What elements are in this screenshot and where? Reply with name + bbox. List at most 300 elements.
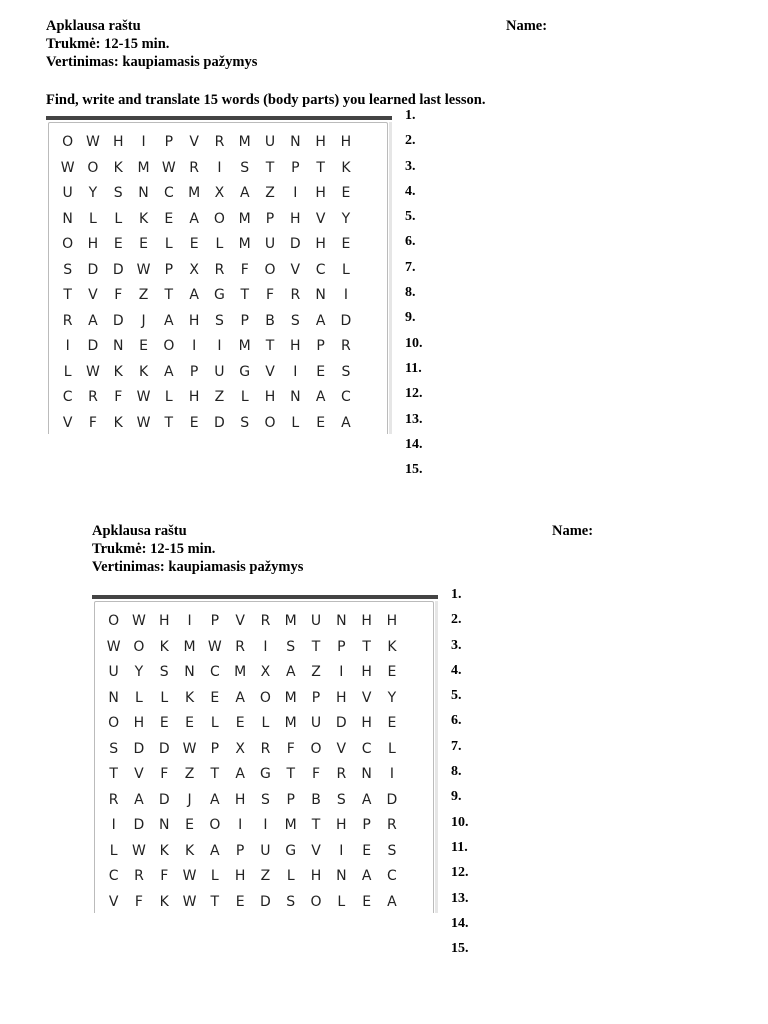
grid-letter: B: [311, 791, 321, 808]
grid-letter: H: [310, 868, 322, 884]
grid-letter: C: [62, 389, 73, 405]
grid-letter: H: [315, 236, 326, 252]
grid-letter: M: [284, 715, 297, 731]
grid-letter: D: [260, 893, 271, 910]
grid-letter: N: [62, 210, 73, 227]
answer-list: [405, 107, 423, 486]
grid-letter: P: [189, 363, 199, 380]
grid-letter: I: [389, 766, 394, 782]
answer-number: 2.: [451, 612, 462, 628]
grid-letter: E: [362, 893, 372, 910]
grid-letter: D: [87, 261, 99, 278]
grid-letter: U: [62, 185, 73, 201]
grid-letter: C: [361, 740, 372, 757]
grid-letter: F: [311, 766, 321, 782]
grid-letter: P: [265, 210, 275, 227]
grid-letter: S: [341, 363, 351, 380]
grid-letter: N: [184, 664, 195, 680]
grid-letter: F: [88, 414, 97, 431]
grid-letter: M: [238, 338, 251, 354]
grid-letter: E: [387, 664, 397, 680]
grid-letter: P: [362, 817, 371, 833]
grid-letter: H: [188, 312, 200, 329]
grid-letter: E: [387, 715, 397, 731]
grid-letter: T: [164, 414, 174, 431]
grid-letter: H: [290, 338, 301, 354]
grid-letter: V: [290, 261, 301, 278]
grid-letter: E: [235, 715, 245, 731]
grid-letter: G: [260, 766, 271, 782]
grid-letter: A: [285, 664, 296, 680]
grid-letter: S: [159, 664, 169, 680]
grid-letter: Z: [265, 185, 275, 201]
grid-letter: D: [158, 740, 170, 757]
grid-letter: D: [158, 791, 170, 808]
grid-letter: S: [286, 893, 296, 910]
grid-letter: V: [88, 287, 98, 303]
grid-letter: R: [88, 389, 98, 405]
instruction-text: Find, write and translate 15 words (body parts) you learned last lesson.: [46, 92, 486, 108]
grid-letter: R: [62, 312, 73, 329]
grid-letter: H: [112, 134, 124, 150]
grid-letter: M: [238, 134, 251, 150]
quiz-title: Apklausa raštu: [92, 523, 187, 539]
grid-letter: S: [286, 638, 296, 655]
grid-letter: A: [189, 210, 199, 227]
grid-letter: L: [164, 236, 173, 252]
quiz-header: [92, 522, 597, 576]
grid-letter: H: [188, 389, 200, 405]
grid-letter: T: [240, 287, 249, 303]
grid-letter: L: [164, 389, 173, 405]
grid-letter: R: [235, 638, 245, 655]
grid-letter: E: [139, 338, 148, 354]
grid-letter: V: [235, 613, 245, 629]
word-search-box: [46, 116, 392, 434]
grid-letter: A: [235, 689, 245, 706]
grid-letter: E: [341, 236, 351, 252]
grid-letter: F: [160, 766, 169, 782]
grid-letter: F: [114, 389, 123, 405]
word-search-grid: [101, 609, 405, 915]
grid-letter: Y: [134, 664, 144, 680]
grid-letter: L: [210, 715, 219, 731]
grid-letter: O: [62, 236, 74, 252]
quiz-section-2: [92, 522, 597, 957]
grid-letter: L: [291, 414, 300, 431]
grid-letter: N: [290, 389, 301, 405]
grid-letter: U: [264, 134, 276, 150]
grid-letter: W: [182, 893, 197, 910]
grid-letter: K: [184, 689, 195, 706]
grid-letter: A: [235, 766, 245, 782]
grid-letter: R: [387, 817, 397, 833]
answer-number: 15.: [451, 941, 469, 957]
grid-letter: N: [113, 338, 124, 354]
grid-letter: I: [141, 134, 146, 150]
grid-letter: D: [87, 338, 99, 354]
grid-letter: O: [163, 338, 175, 354]
answer-number: 14.: [405, 436, 423, 452]
grid-letter: W: [161, 159, 176, 176]
answer-number: 12.: [405, 386, 423, 402]
grid-letter: W: [86, 363, 100, 380]
answer-number: 14.: [451, 915, 469, 931]
grid-letter: R: [260, 613, 271, 629]
grid-letter: H: [361, 664, 372, 680]
grid-letter: A: [210, 791, 220, 808]
grid-letter: L: [388, 740, 396, 757]
grid-letter: I: [293, 185, 298, 201]
grid-letter: F: [265, 287, 275, 303]
name-label: Name:: [552, 523, 594, 539]
grid-letter: L: [135, 689, 143, 706]
grid-letter: S: [214, 312, 224, 329]
answer-number: 3.: [405, 158, 416, 174]
grading-text: Vertinimas: kaupiamasis pažymys: [46, 54, 258, 70]
word-search-shadow: [435, 601, 438, 913]
grid-letter: V: [311, 842, 321, 859]
grid-letter: W: [132, 842, 146, 859]
grid-letter: V: [265, 363, 275, 380]
grid-letter: H: [133, 715, 145, 731]
grid-letter: W: [182, 868, 197, 884]
grid-letter: O: [264, 414, 276, 431]
grid-letter: L: [261, 715, 270, 731]
grid-letter: C: [387, 868, 397, 884]
grid-letter: E: [139, 236, 148, 252]
grid-letter: S: [290, 312, 300, 329]
grid-letter: Z: [214, 389, 225, 405]
grid-letter: K: [113, 363, 123, 380]
grid-letter: Z: [138, 287, 149, 303]
grid-letter: T: [311, 817, 321, 833]
grid-letter: D: [386, 791, 398, 808]
grid-letter: E: [189, 414, 199, 431]
grid-letter: H: [340, 134, 352, 150]
grid-letter: L: [63, 363, 72, 380]
grading-text: Vertinimas: kaupiamasis pažymys: [92, 559, 304, 575]
grid-letter: H: [290, 210, 301, 227]
grid-letter: V: [108, 893, 119, 910]
grid-letter: T: [316, 159, 325, 176]
grid-letter: X: [260, 664, 271, 680]
grid-letter: S: [63, 261, 73, 278]
grid-letter: E: [235, 893, 245, 910]
grid-letter: A: [189, 287, 199, 303]
grid-letter: M: [183, 638, 196, 655]
grid-letter: N: [108, 689, 119, 706]
grid-letter: T: [210, 893, 220, 910]
grid-letter: S: [109, 740, 119, 757]
answer-number: 8.: [451, 764, 462, 780]
grid-letter: H: [336, 817, 347, 833]
grid-letter: N: [315, 287, 326, 303]
grid-letter: E: [185, 715, 194, 731]
grid-letter: A: [88, 312, 98, 329]
grid-letter: I: [65, 338, 70, 354]
grid-letter: H: [234, 791, 246, 808]
answer-list: [451, 586, 469, 965]
grid-letter: L: [210, 868, 219, 884]
grid-letter: I: [339, 664, 344, 680]
grid-letter: O: [209, 817, 221, 833]
grid-letter: W: [106, 638, 121, 655]
answer-number: 6.: [405, 234, 416, 250]
grid-letter: E: [316, 363, 326, 380]
grid-letter: K: [341, 159, 351, 176]
grid-letter: X: [214, 185, 225, 201]
grid-letter: W: [136, 261, 151, 278]
grid-letter: V: [62, 414, 73, 431]
grid-letter: O: [108, 715, 120, 731]
grid-letter: N: [336, 613, 347, 629]
grid-letter: K: [113, 414, 123, 431]
grid-letter: K: [184, 842, 195, 859]
grid-letter: I: [263, 817, 268, 833]
answer-number: 5.: [405, 209, 416, 225]
grid-letter: R: [290, 287, 301, 303]
grid-letter: P: [235, 842, 245, 859]
grid-letter: I: [339, 842, 344, 859]
grid-letter: M: [238, 236, 251, 252]
grid-letter: T: [164, 287, 174, 303]
grid-letter: G: [239, 363, 251, 380]
grid-letter: P: [337, 638, 346, 655]
grid-letter: L: [240, 389, 249, 405]
answer-number: 12.: [451, 865, 469, 881]
grid-letter: S: [240, 414, 250, 431]
answer-number: 10.: [451, 814, 469, 830]
grid-letter: E: [341, 185, 351, 201]
grid-letter: D: [133, 740, 145, 757]
grid-letter: A: [164, 363, 174, 380]
grid-letter: M: [188, 185, 201, 201]
answer-number: 7.: [451, 738, 462, 754]
grid-letter: H: [336, 689, 347, 706]
grid-letter: N: [290, 134, 301, 150]
grid-letter: I: [217, 159, 222, 176]
grid-letter: P: [210, 740, 220, 757]
grid-letter: E: [159, 715, 169, 731]
answer-number: 5.: [451, 688, 462, 704]
grid-letter: D: [112, 312, 124, 329]
grid-letter: K: [138, 210, 149, 227]
grid-letter: M: [234, 664, 247, 680]
answer-number: 1.: [405, 108, 416, 123]
grid-letter: I: [293, 363, 298, 380]
grid-letter: Z: [184, 766, 195, 782]
grid-letter: G: [214, 287, 225, 303]
grid-letter: W: [207, 638, 222, 655]
grid-letter: Z: [260, 868, 271, 884]
grid-letter: O: [310, 893, 322, 910]
grid-letter: C: [108, 868, 119, 884]
answer-number: 8.: [405, 285, 416, 301]
grid-letter: F: [160, 868, 169, 884]
grid-letter: A: [361, 791, 372, 808]
grid-letter: I: [238, 817, 243, 833]
grid-letter: Y: [387, 689, 397, 706]
grid-letter: D: [214, 414, 225, 431]
grid-letter: E: [316, 414, 326, 431]
grid-letter: O: [310, 740, 322, 757]
grid-letter: R: [134, 868, 144, 884]
grid-letter: H: [264, 389, 276, 405]
word-search-shadow: [389, 122, 392, 434]
answer-number: 13.: [405, 411, 423, 427]
grid-letter: A: [341, 414, 351, 431]
grid-letter: R: [108, 791, 119, 808]
grid-letter: W: [60, 159, 75, 176]
answer-number: 11.: [405, 360, 422, 376]
grid-letter: Y: [341, 210, 351, 227]
grid-letter: R: [260, 740, 271, 757]
grid-letter: U: [214, 363, 225, 380]
grid-letter: T: [63, 287, 72, 303]
grid-letter: C: [315, 261, 326, 278]
grid-letter: O: [213, 210, 225, 227]
grid-letter: W: [86, 134, 100, 150]
word-search-grid: [55, 130, 359, 436]
grid-letter: L: [109, 842, 118, 859]
grid-letter: N: [336, 868, 347, 884]
grid-letter: P: [210, 613, 220, 629]
grid-letter: P: [316, 338, 325, 354]
word-search-box: [92, 595, 438, 913]
grid-letter: C: [209, 664, 220, 680]
grid-letter: K: [159, 638, 169, 655]
grid-letter: L: [160, 689, 169, 706]
quiz-section-1: [46, 17, 551, 478]
grid-letter: O: [87, 159, 99, 176]
grid-letter: I: [187, 613, 192, 629]
grid-letter: O: [259, 689, 271, 706]
grid-letter: D: [340, 312, 352, 329]
grid-letter: L: [89, 210, 97, 227]
answer-number: 3.: [451, 637, 462, 653]
answer-number: 1.: [451, 587, 462, 602]
puzzle-area: [46, 108, 551, 478]
grid-letter: W: [136, 414, 151, 431]
grid-letter: Z: [311, 664, 321, 680]
grid-letter: P: [311, 689, 321, 706]
answer-number: 6.: [451, 713, 462, 729]
grid-letter: V: [315, 210, 326, 227]
grid-letter: H: [361, 715, 372, 731]
grid-letter: O: [108, 613, 120, 629]
grid-letter: E: [113, 236, 123, 252]
grid-letter: W: [136, 389, 151, 405]
grid-letter: U: [264, 236, 276, 252]
grid-letter: U: [260, 842, 271, 859]
grid-letter: T: [362, 638, 371, 655]
grid-letter: M: [137, 159, 150, 176]
grid-letter: H: [315, 134, 326, 150]
grid-letter: O: [133, 638, 145, 655]
grid-letter: H: [87, 236, 99, 252]
grid-letter: M: [284, 689, 297, 706]
quiz-header: [46, 17, 551, 71]
grid-letter: E: [164, 210, 174, 227]
grid-letter: I: [192, 338, 197, 354]
grid-letter: V: [134, 766, 144, 782]
grid-letter: E: [185, 817, 194, 833]
grid-letter: U: [310, 715, 322, 731]
grid-letter: U: [310, 613, 322, 629]
grid-letter: A: [361, 868, 372, 884]
grid-letter: P: [286, 791, 295, 808]
answer-number: 2.: [405, 133, 416, 149]
grid-letter: E: [189, 236, 199, 252]
quiz-title: Apklausa raštu: [46, 18, 141, 34]
grid-letter: A: [210, 842, 220, 859]
grid-letter: A: [239, 185, 250, 201]
grid-letter: R: [214, 134, 225, 150]
grid-letter: A: [164, 312, 174, 329]
grid-letter: P: [240, 312, 249, 329]
answer-number: 10.: [405, 335, 423, 351]
grid-letter: M: [284, 817, 297, 833]
grid-letter: I: [263, 638, 268, 655]
grid-letter: U: [108, 664, 119, 680]
grid-letter: N: [138, 185, 149, 201]
grid-letter: C: [341, 389, 351, 405]
answer-number: 4.: [405, 183, 416, 199]
grid-letter: H: [234, 868, 246, 884]
grid-letter: T: [265, 338, 275, 354]
grid-letter: O: [264, 261, 276, 278]
name-label: Name:: [506, 18, 548, 34]
grid-letter: A: [315, 389, 326, 405]
grid-letter: G: [285, 842, 297, 859]
grid-letter: A: [315, 312, 326, 329]
duration-text: Trukmė: 12-15 min.: [46, 36, 170, 52]
grid-letter: F: [286, 740, 295, 757]
grid-letter: V: [361, 689, 372, 706]
grid-letter: F: [240, 261, 249, 278]
grid-letter: C: [163, 185, 174, 201]
grid-letter: K: [159, 893, 169, 910]
grid-letter: B: [265, 312, 275, 329]
grid-letter: K: [138, 363, 149, 380]
grid-letter: I: [343, 287, 348, 303]
grid-letter: S: [113, 185, 123, 201]
grid-letter: P: [291, 159, 300, 176]
grid-letter: S: [387, 842, 397, 859]
grid-letter: R: [189, 159, 199, 176]
grid-letter: D: [335, 715, 347, 731]
answer-number: 9.: [405, 310, 416, 326]
grid-letter: O: [62, 134, 74, 150]
grid-letter: K: [159, 842, 169, 859]
grid-letter: W: [132, 613, 146, 629]
grid-letter: J: [141, 312, 146, 329]
grid-letter: L: [337, 893, 346, 910]
answer-number: 9.: [451, 789, 462, 805]
grid-letter: A: [387, 893, 397, 910]
grid-letter: E: [362, 842, 372, 859]
grid-letter: X: [235, 740, 245, 757]
grid-letter: W: [182, 740, 197, 757]
grid-letter: S: [260, 791, 270, 808]
grid-letter: R: [214, 261, 225, 278]
grid-letter: T: [109, 766, 118, 782]
grid-letter: X: [189, 261, 199, 278]
grid-letter: S: [336, 791, 346, 808]
grid-letter: H: [386, 613, 398, 629]
grid-letter: N: [159, 817, 170, 833]
